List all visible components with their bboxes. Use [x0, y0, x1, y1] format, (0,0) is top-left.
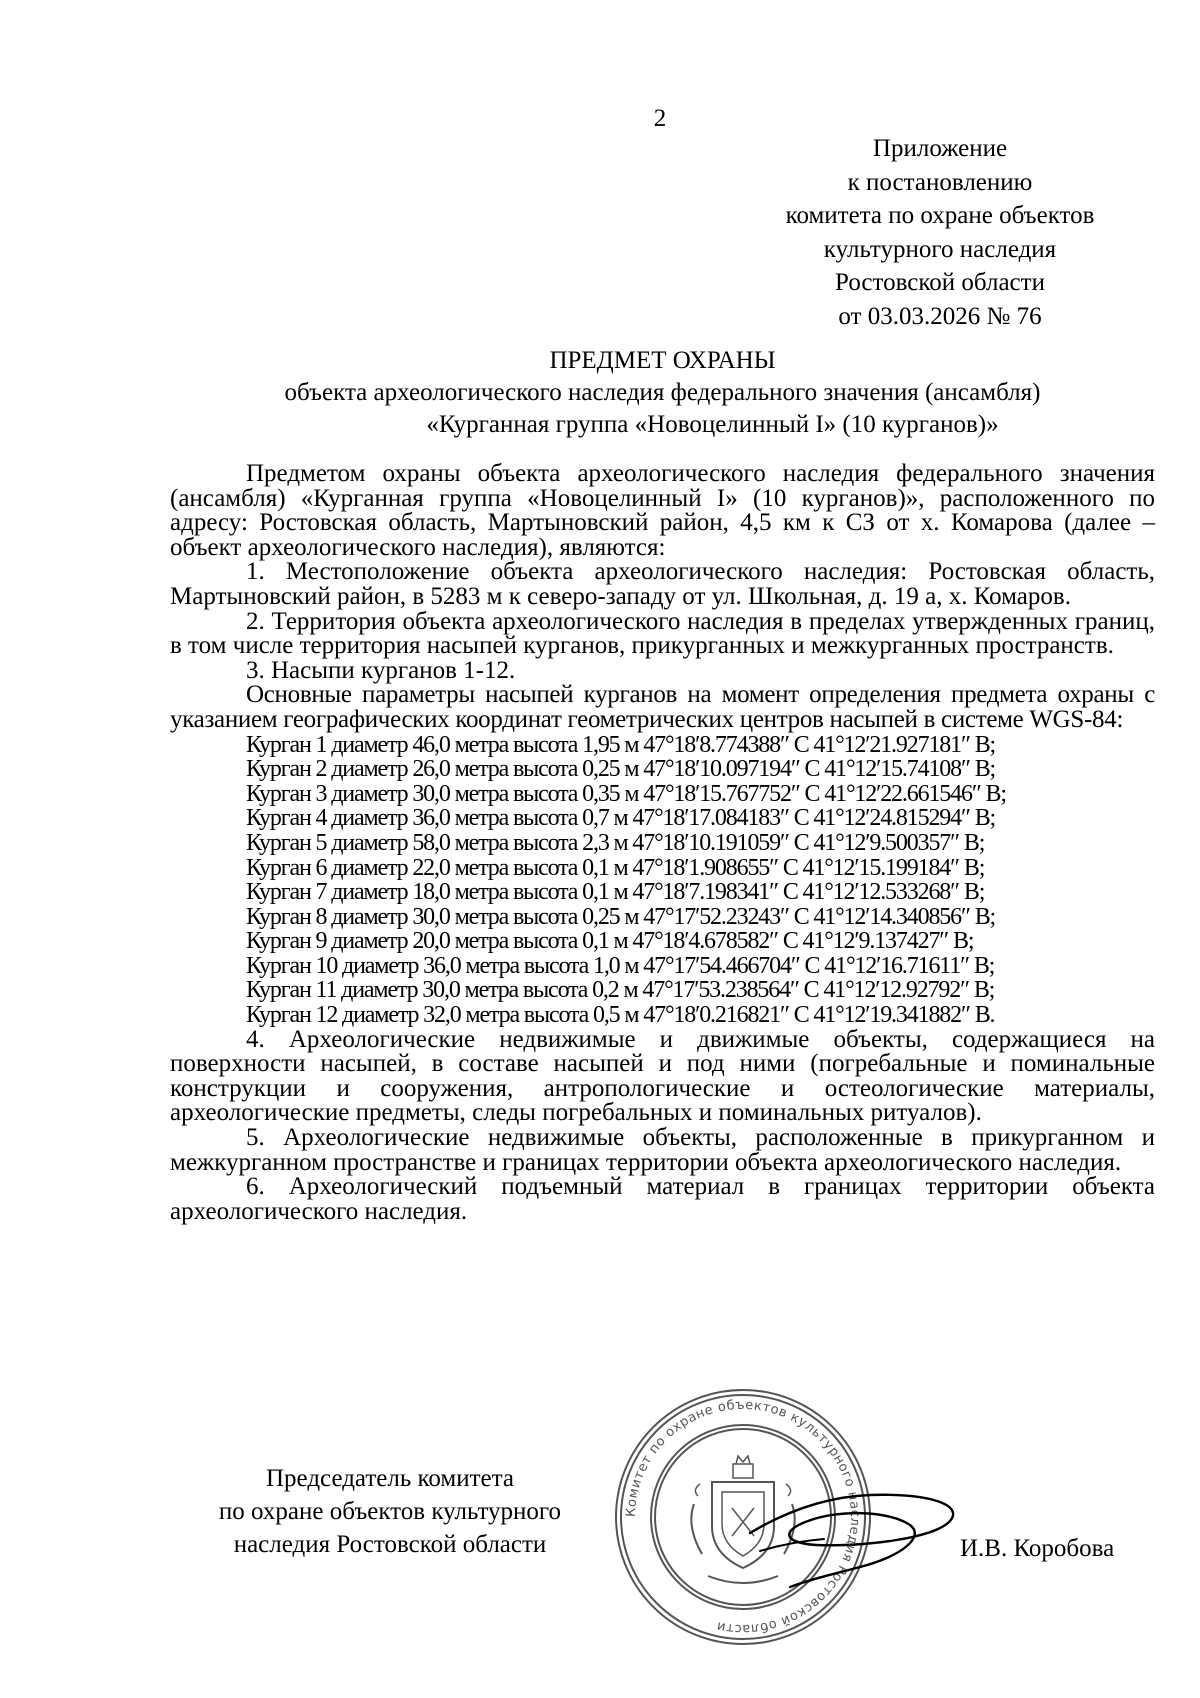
kurgan-entry: Курган 9 диаметр 20,0 метра высота 0,1 м 47°18′4.678582″ С 41°12′9.137427″ В; [246, 928, 974, 955]
item-5-objects: 5. Археологические недвижимые объекты, расположенные в прикурганном и межкурганном пространстве и границах территории объекта археологического наследия. [170, 1124, 1155, 1176]
appendix-line: Ростовской области [835, 269, 1045, 296]
document-title [170, 345, 1155, 441]
kurgan-entry: Курган 5 диаметр 58,0 метра высота 2,3 м 47°18′10.191059″ С 41°12′9.500357″ В; [246, 829, 985, 856]
item-3-mounds: 3. Насыпи курганов 1-12. [246, 656, 516, 684]
item-6-material: 6. Археологический подъемный материал в границах территории объекта археологического наследия. [170, 1173, 1155, 1225]
document-body [170, 462, 1155, 1224]
item-1-location: 1. Местоположение объекта археологического наследия: Ростовская область, Мартыновский район, в 5283 м к северо-западу от ул. Школьная, д. 19 а, х. Комаров. [170, 558, 1155, 610]
title-subtitle-line: объекта археологического наследия федерального значения (ансамбля) [284, 379, 1041, 406]
page-number: 2 [653, 105, 667, 132]
title-subtitle-line: «Курганная группа «Новоцелинный I» (10 курганов)» [426, 411, 999, 438]
title-heading: ПРЕДМЕТ ОХРАНЫ [549, 347, 776, 374]
kurgan-entry: Курган 6 диаметр 22,0 метра высота 0,1 м 47°18′1.908655″ С 41°12′15.199184″ В; [246, 854, 985, 881]
handwritten-signature [720, 1455, 980, 1605]
item-2-territory: 2. Территория объекта археологического наследия в пределах утвержденных границ, в том числе территория насыпей курганов, прикурганных и межкурганных пространств. [170, 607, 1155, 660]
kurgan-entry: Курган 10 диаметр 36,0 метра высота 1,0 м 47°17′54.466704″ С 41°12′16.71611″ В; [246, 952, 995, 979]
appendix-line: культурного наследия [823, 235, 1057, 263]
appendix-line: комитета по охране объектов [785, 202, 1095, 229]
appendix-line: к постановлению [847, 168, 1033, 196]
kurgan-entry: Курган 8 диаметр 30,0 метра высота 0,25 м 47°17′52.23243″ С 41°12′14.340856″ В; [246, 903, 996, 930]
signatory-position [170, 1462, 610, 1561]
appendix-line: Приложение [872, 135, 1008, 162]
position-line: Председатель комитета [266, 1465, 514, 1492]
kurgan-entry: Курган 11 диаметр 30,0 метра высота 0,2 м 47°17′53.238564″ С 41°12′12.92792″ В; [246, 977, 995, 1004]
kurgan-entry: Курган 1 диаметр 46,0 метра высота 1,95 м 47°18′8.774388″ С 41°12′21.927181″ В; [246, 731, 996, 758]
position-line: наследия Ростовской области [233, 1531, 547, 1558]
item-4-objects: 4. Археологические недвижимые и движимые объекты, содержащиеся на поверхности насыпей, в составе насыпей и под ними (погребальные и поминальные конструкции и сооружения, антропологические и остеологические материалы, археологические предметы, следы погребальных и поминальных ритуалов). [170, 1025, 1155, 1127]
position-line: по охране объектов культурного [218, 1498, 562, 1525]
kurgan-entry: Курган 12 диаметр 32,0 метра высота 0,5 м 47°18′0.216821″ С 41°12′19.341882″ В. [246, 1002, 995, 1029]
kurgan-entry: Курган 3 диаметр 30,0 метра высота 0,35 м 47°18′15.767752″ С 41°12′22.661546″ В; [246, 780, 1006, 807]
kurgan-list [170, 733, 1155, 1028]
parameters-paragraph: Основные параметры насыпей курганов на момент определения предмета охраны с указанием географических координат геометрических центров насыпей в системе WGS-84: [170, 681, 1155, 733]
signatory-name: И.В. Коробова [960, 1535, 1115, 1562]
intro-paragraph: Предметом охраны объекта археологического наследия федерального значения (ансамбля) «Курганная группа «Новоцелинный I» (10 курганов)», расположенного по адресу: Ростовская область, Мартыновский район, 4,5 км к СЗ от х. Комарова (далее – объект археологического наследия), являются: [170, 460, 1155, 561]
appendix-line: от 03.03.2026 № 76 [838, 302, 1042, 330]
seal-text: Комитет по охране объектов культурного наследия Ростовской области [623, 1397, 863, 1637]
kurgan-entry: Курган 7 диаметр 18,0 метра высота 0,1 м 47°18′7.198341″ С 41°12′12.533268″ В; [246, 879, 985, 906]
kurgan-entry: Курган 2 диаметр 26,0 метра высота 0,25 м 47°18′10.097194″ С 41°12′15.74108″ В; [246, 756, 996, 783]
kurgan-entry: Курган 4 диаметр 36,0 метра высота 0,7 м 47°18′17.084183″ С 41°12′24.815294″ В; [246, 805, 996, 832]
appendix-header [760, 132, 1120, 333]
